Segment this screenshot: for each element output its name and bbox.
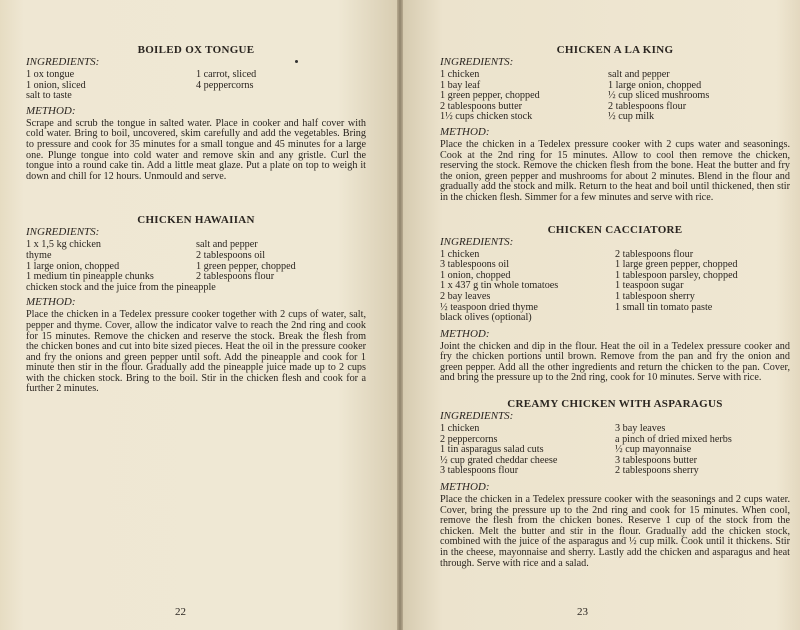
- recipe-chicken-a-la-king: [440, 44, 790, 204]
- recipe-title: CHICKEN HAWAIIAN: [137, 214, 255, 227]
- ingredient: 1 medium tin pineapple chunks: [26, 271, 154, 283]
- recipe-title: CREAMY CHICKEN WITH ASPARAGUS: [507, 398, 723, 411]
- ingredients-label: INGREDIENTS:: [440, 56, 514, 68]
- ingredient: 2 tablespoons flour: [615, 248, 694, 260]
- ingredient: 1½ cups chicken stock: [440, 111, 533, 123]
- ingredient: 1 teaspoon sugar: [615, 280, 684, 292]
- recipe-creamy-chicken-with-asparagus: [440, 398, 790, 569]
- ingredient: ½ cup grated cheddar cheese: [440, 454, 558, 466]
- method-text: Scrape and scrub the tongue in salted water. Place in cooker and half cover with cold water. Bring to boil, uncovered, skim carefully and add the vegetables. Bring to pressure and cook for 35 minutes for a small tongue and 45 minutes for a large one. Plunge tongue into cold water and remove skin and any gristle. Curl the tongue into a round cake tin. Add a little meat glaze. Put a plate on top to weigh it down and chill for 12 hours. Unmould and serve.: [26, 117, 366, 182]
- ingredient: 2 bay leaves: [440, 290, 491, 302]
- ingredient: 1 onion, chopped: [440, 269, 511, 281]
- recipe-chicken-hawaiian: [26, 214, 366, 395]
- ingredient: ½ cup milk: [608, 111, 655, 123]
- ingredient: 1 tin asparagus salad cuts: [440, 444, 544, 456]
- page-number: 23: [577, 606, 588, 618]
- ingredient: 3 tablespoons butter: [615, 454, 698, 466]
- right-page: [403, 0, 800, 630]
- ingredient: 2 peppercorns: [440, 433, 498, 445]
- ingredient: 2 tablespoons sherry: [615, 465, 699, 477]
- ingredients-label: INGREDIENTS:: [26, 226, 100, 239]
- ingredients-list: [440, 70, 790, 123]
- ingredient: salt and pepper: [196, 239, 258, 251]
- ingredient: 1 x 1,5 kg chicken: [26, 239, 101, 251]
- ingredient: 3 tablespoons flour: [440, 465, 519, 477]
- recipe-chicken-cacciatore: [440, 224, 790, 385]
- ingredient: thyme: [26, 249, 52, 261]
- method-label: METHOD:: [440, 481, 490, 494]
- ingredient: 1 chicken: [440, 423, 480, 435]
- left-page: [0, 0, 397, 630]
- ingredient: 1 chicken: [440, 248, 480, 260]
- ingredient: 1 green pepper, chopped: [440, 90, 540, 102]
- ingredient: 1 large green pepper, chopped: [615, 259, 738, 271]
- recipe-title: CHICKEN A LA KING: [556, 44, 674, 56]
- ingredient: 3 tablespoons oil: [440, 259, 510, 271]
- ingredient: chicken stock and the juice from the pineapple: [26, 281, 216, 293]
- ingredient: 1 carrot, sliced: [196, 69, 257, 80]
- ingredients-label: INGREDIENTS:: [440, 410, 514, 423]
- ingredient: 4 peppercorns: [196, 79, 254, 91]
- method-text: Place the chicken in a Tedelex pressure cooker with the seasonings and 2 cups water. Cover, bring the pressure up to the 2nd ring and cook for 15 minutes. When cool, remove the flesh from the chicken bones. Reserve 1 cup of the stock from the chicken. Melt the butter and stir in the flour. Gradually add the chicken stock, combined with the juice of the asparagus and ½ cup milk. Cook until it thickens. Stir in the cheese, mayonnaise and sherry. Lastly add the chicken and asparagus and heat through. Serve with rice and a salad.: [440, 494, 790, 569]
- method-label: METHOD:: [440, 327, 490, 340]
- ingredient: ½ cup mayonnaise: [615, 444, 692, 456]
- ingredients-label: INGREDIENTS:: [440, 235, 514, 248]
- ingredient: 1 x 437 g tin whole tomatoes: [440, 280, 559, 292]
- method-label: METHOD:: [440, 125, 490, 138]
- ingredient: 1 onion, sliced: [26, 79, 86, 91]
- ingredient: 2 tablespoons butter: [440, 100, 523, 112]
- recipe-title: CHICKEN CACCIATORE: [547, 223, 683, 236]
- page-number: 22: [175, 606, 186, 618]
- ingredients-list: [26, 70, 366, 102]
- method-label: METHOD:: [26, 296, 76, 309]
- ingredient: 1 chicken: [440, 69, 480, 80]
- ingredient: ½ cup sliced mushrooms: [608, 90, 710, 102]
- ingredient: 1 bay leaf: [440, 79, 481, 91]
- ingredient: 2 tablespoons flour: [608, 100, 687, 112]
- ingredient: 3 bay leaves: [615, 423, 666, 435]
- ingredient: salt to taste: [26, 90, 72, 102]
- ingredients-list: [26, 240, 366, 282]
- recipe-boiled-ox-tongue: [26, 44, 366, 182]
- method-text: Joint the chicken and dip in the flour. Heat the oil in a Tedelex pressure cooker and fry the chicken portions until brown. Remove from the pan and fry the onion and green pepper. Add all the other ingredients and return the chicken to the pan. Cover, and bring the pressure up to the 2nd ring, cook for 10 minutes. Serve with rice.: [440, 340, 790, 384]
- ingredient: 1 green pepper, chopped: [196, 260, 296, 272]
- ingredient: 1 ox tongue: [26, 69, 75, 80]
- right-page-content: [440, 44, 790, 569]
- ingredient: 2 tablespoons oil: [196, 249, 266, 261]
- ingredient: 2 tablespoons flour: [196, 271, 275, 283]
- ingredients-list: [440, 250, 790, 324]
- ingredient: ½ teaspoon dried thyme: [440, 301, 538, 313]
- ingredient: 1 tablespoon parsley, chopped: [615, 269, 738, 281]
- recipe-title: BOILED OX TONGUE: [137, 44, 255, 56]
- left-page-content: [26, 44, 366, 395]
- ingredient: 1 large onion, chopped: [608, 79, 702, 91]
- method-label: METHOD:: [26, 104, 76, 117]
- ingredient: 1 tablespoon sherry: [615, 290, 695, 302]
- ingredients-list: [440, 424, 790, 477]
- ingredient: 1 small tin tomato paste: [615, 301, 713, 313]
- method-text: Place the chicken in a Tedelex pressure cooker together with 2 cups of water, salt, pepper and thyme. Cover, allow the indicator valve to reach the 2nd ring and cook for 15 minutes. Remove the chicken and reserve the stock. Break the flesh from the chicken bones and cut into bite sized pieces. Heat the oil in the pressure cooker and fry the onions and green pepper until soft. Add the pineapple and cook for 1 minute then stir in the flour. Gradually add the pineapple juice made up to 2 cups with the chicken stock. Bring to the boil. Stir in the chicken flesh and cook for a further 2 minutes.: [26, 309, 366, 395]
- ingredient: black olives (optional): [440, 312, 532, 324]
- ingredients-label: INGREDIENTS:: [26, 56, 100, 68]
- ingredient: salt and pepper: [608, 69, 670, 80]
- ingredient: 1 large onion, chopped: [26, 260, 120, 272]
- method-text: Place the chicken in a Tedelex pressure cooker with 2 cups water and seasonings. Cook at the 2nd ring for 15 minutes. Allow to cool then remove the chicken, reserving the stock. Remove the chicken flesh from the bone. Heat the butter and fry the onion, green pepper and mushrooms for about 2 minutes. Blend in the flour and gradually add the stock and milk. Return to the heat and boil until thickened, then stir in the chicken flesh. Simmer for a few minutes and serve with rice.: [440, 138, 790, 203]
- ingredient: a pinch of dried mixed herbs: [615, 433, 732, 445]
